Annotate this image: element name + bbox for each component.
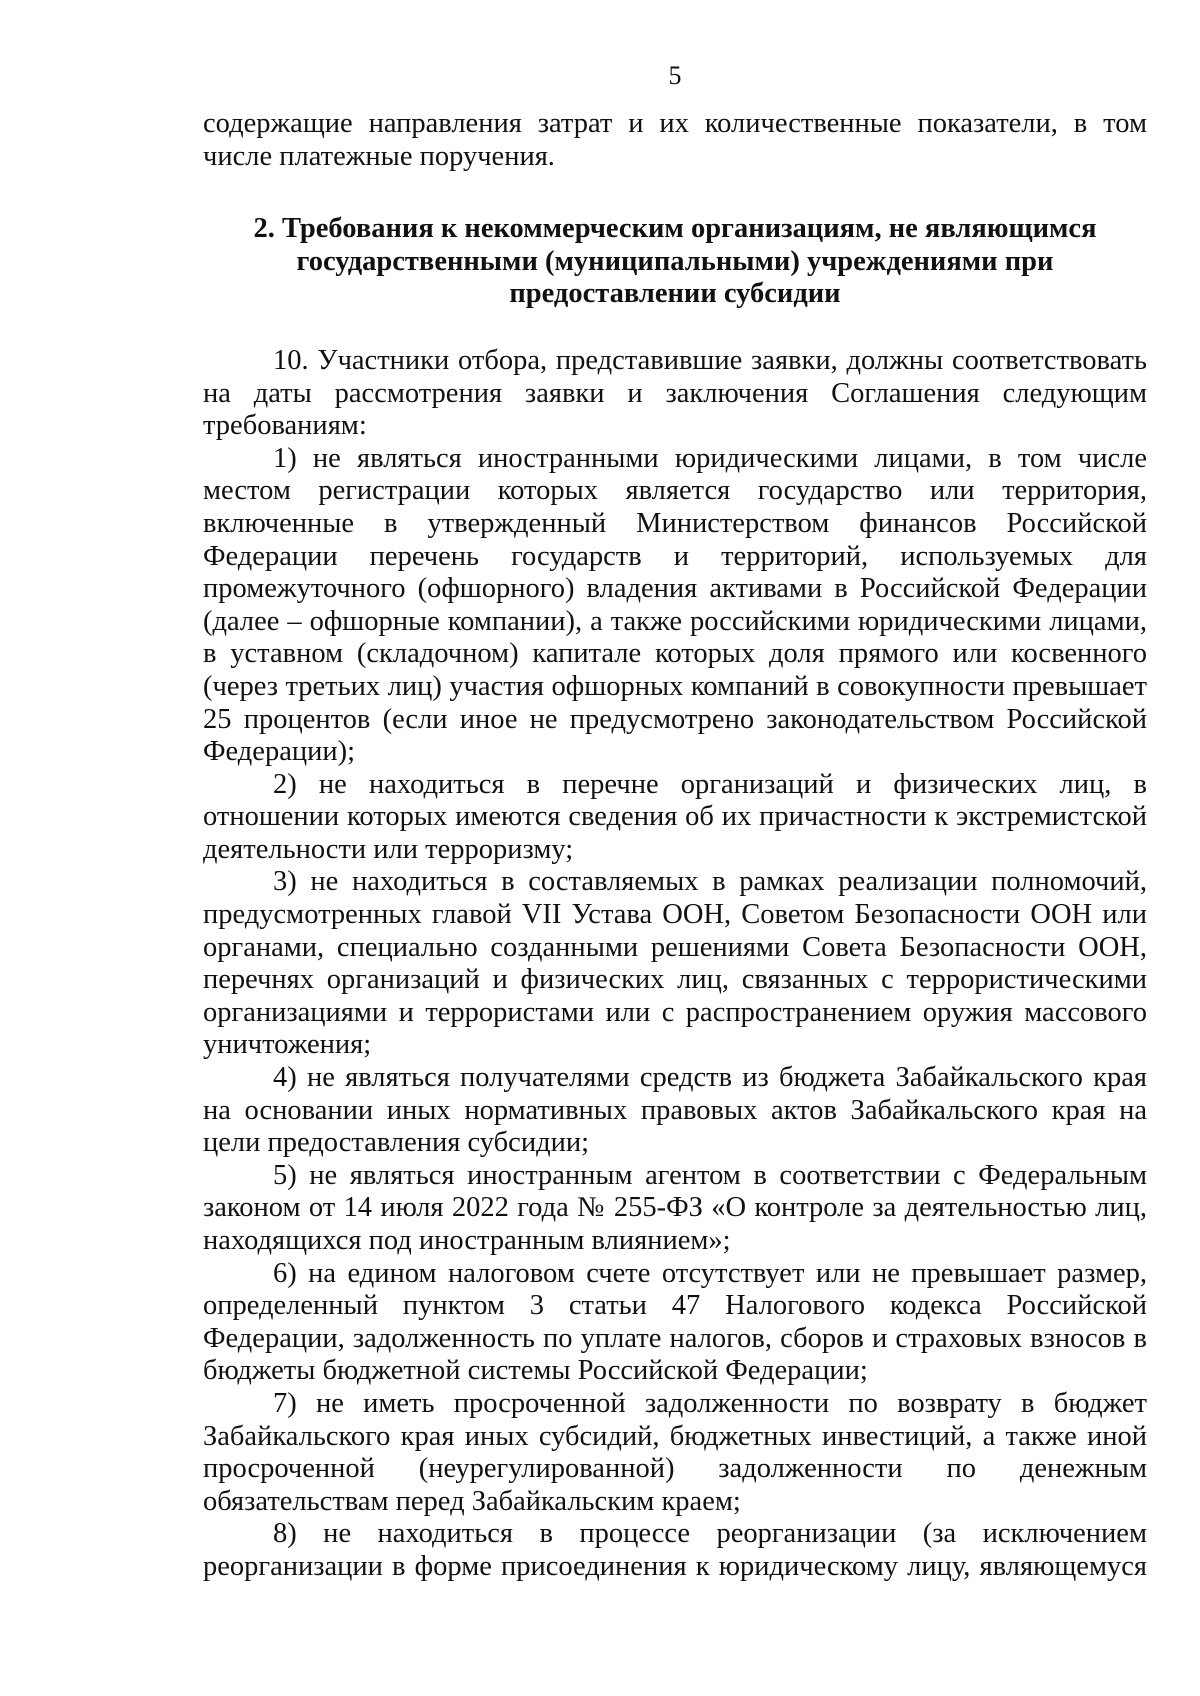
list-item: 3) не находиться в составляемых в рамках реализации полномочий, предусмотренных главой VII Устава ООН, Советом Безопасности ООН или органами, специально созданными решениями Совета Безопасности ООН, перечнях организаций и физических лиц, связанных с террористическими организациями и террористами или с распространением оружия массового уничтожения; xyxy=(203,866,1147,1061)
list-item: 7) не иметь просроченной задолженности по возврату в бюджет Забайкальского края иных субсидий, бюджетных инвестиций, а также иной просроченной (неурегулированной) задолженности по денежным обязательствам перед Забайкальским краем; xyxy=(203,1387,1147,1517)
section-heading-line: предоставлении субсидии xyxy=(509,278,841,310)
section-heading-line: государственными (муниципальными) учреждениями при xyxy=(296,245,1054,277)
page-number: 5 xyxy=(668,61,682,90)
clause-10-intro: 10. Участники отбора, представившие заявки, должны соответствовать на даты рассмотрения заявки и заключения Соглашения следующим требованиям: xyxy=(203,344,1147,442)
list-item: 8) не находиться в процессе реорганизации (за исключением реорганизации в форме присоединения к юридическому лицу, являющемуся xyxy=(203,1518,1147,1582)
paragraph-continuation: содержащие направления затрат и их количественные показатели, в том числе платежные поручения. xyxy=(203,108,1147,172)
section-heading-line: 2. Требования к некоммерческим организациям, не являющимся xyxy=(253,213,1097,245)
list-item: 6) на едином налоговом счете отсутствует или не превышает размер, определенный пунктом 3 статьи 47 Налогового кодекса Российской Федерации, задолженность по уплате налогов, сборов и страховых взносов в бюджеты бюджетной системы Российской Федерации; xyxy=(203,1257,1147,1387)
list-item: 5) не являться иностранным агентом в соответствии с Федеральным законом от 14 июля 2022 года № 255-ФЗ «О контроле за деятельностью лиц, находящихся под иностранным влиянием»; xyxy=(203,1159,1147,1256)
list-item: 2) не находиться в перечне организаций и физических лиц, в отношении которых имеются сведения об их причастности к экстремистской деятельности или терроризму; xyxy=(203,768,1147,865)
section-heading xyxy=(203,213,1147,311)
list-item: 4) не являться получателями средств из бюджета Забайкальского края на основании иных нормативных правовых актов Забайкальского края на цели предоставления субсидии; xyxy=(203,1062,1147,1159)
document-page xyxy=(203,60,1147,1584)
list-item: 1) не являться иностранными юридическими лицами, в том числе местом регистрации которых является государство или территория, включенные в утвержденный Министерством финансов Российской Федерации перечень государств и территорий, используемых для промежуточного (офшорного) владения активами в Российской Федерации (далее – офшорные компании), а также российскими юридическими лицами, в уставном (складочном) капитале которых доля прямого или косвенного (через третьих лиц) участия офшорных компаний в совокупности превышает 25 процентов (если иное не предусмотрено законодательством Российской Федерации); xyxy=(203,442,1147,768)
